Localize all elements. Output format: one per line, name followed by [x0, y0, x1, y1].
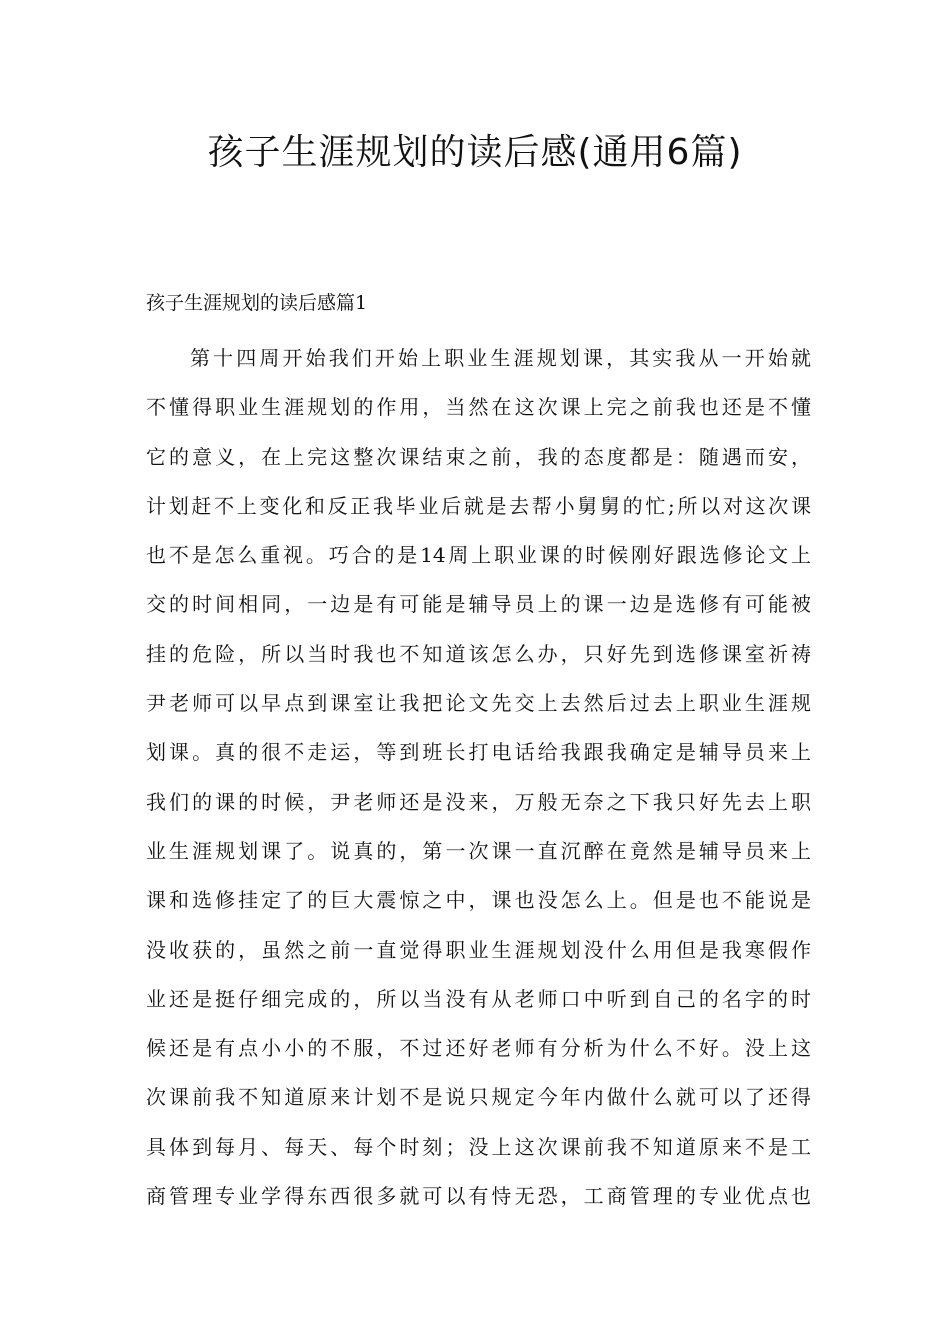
paragraph-line: 计划赶不上变化和反正我毕业后就是去帮小舅舅的忙;所以对这次课 — [146, 493, 811, 518]
paragraph-line: 商管理专业学得东西很多就可以有恃无恐，工商管理的专业优点也 — [146, 1184, 811, 1209]
paragraph-line: 交的时间相同，一边是有可能是辅导员上的课一边是选修有可能被 — [146, 592, 811, 617]
paragraph-line: 划课。真的很不走运，等到班长打电话给我跟我确定是辅导员来上 — [146, 740, 811, 765]
body-paragraph — [146, 334, 811, 1221]
section-heading: 孩子生涯规划的读后感篇1 — [146, 292, 368, 314]
paragraph-line: 课和选修挂定了的巨大震惊之中，课也没怎么上。但是也不能说是 — [146, 888, 811, 913]
paragraph-line: 业生涯规划课了。说真的，第一次课一直沉醉在竟然是辅导员来上 — [146, 838, 811, 863]
paragraph-line: 它的意义，在上完这整次课结束之前，我的态度都是：随遇而安， — [146, 444, 811, 469]
paragraph-line: 也不是怎么重视。巧合的是14周上职业课的时候刚好跟选修论文上 — [146, 543, 811, 568]
paragraph-line: 没收获的，虽然之前一直觉得职业生涯规划没什么用但是我寒假作 — [146, 937, 811, 962]
paragraph-line: 候还是有点小小的不服，不过还好老师有分析为什么不好。没上这 — [146, 1036, 811, 1061]
paragraph-line: 次课前我不知道原来计划不是说只规定今年内做什么就可以了还得 — [146, 1085, 811, 1110]
paragraph-line: 我们的课的时候，尹老师还是没来，万般无奈之下我只好先去上职 — [146, 789, 811, 814]
paragraph-line: 第十四周开始我们开始上职业生涯规划课，其实我从一开始就 — [190, 346, 811, 370]
paragraph-line: 具体到每月、每天、每个时刻；没上这次课前我不知道原来不是工 — [146, 1134, 811, 1159]
paragraph-line: 尹老师可以早点到课室让我把论文先交上去然后过去上职业生涯规 — [146, 691, 811, 716]
paragraph-line: 不懂得职业生涯规划的作用，当然在这次课上完之前我也还是不懂 — [146, 395, 811, 420]
document-title: 孩子生涯规划的读后感(通用6篇) — [207, 132, 743, 173]
paragraph-line: 业还是挺仔细完成的，所以当没有从老师口中听到自己的名字的时 — [146, 986, 811, 1011]
paragraph-line: 挂的危险，所以当时我也不知道该怎么办，只好先到选修课室祈祷 — [146, 641, 811, 666]
